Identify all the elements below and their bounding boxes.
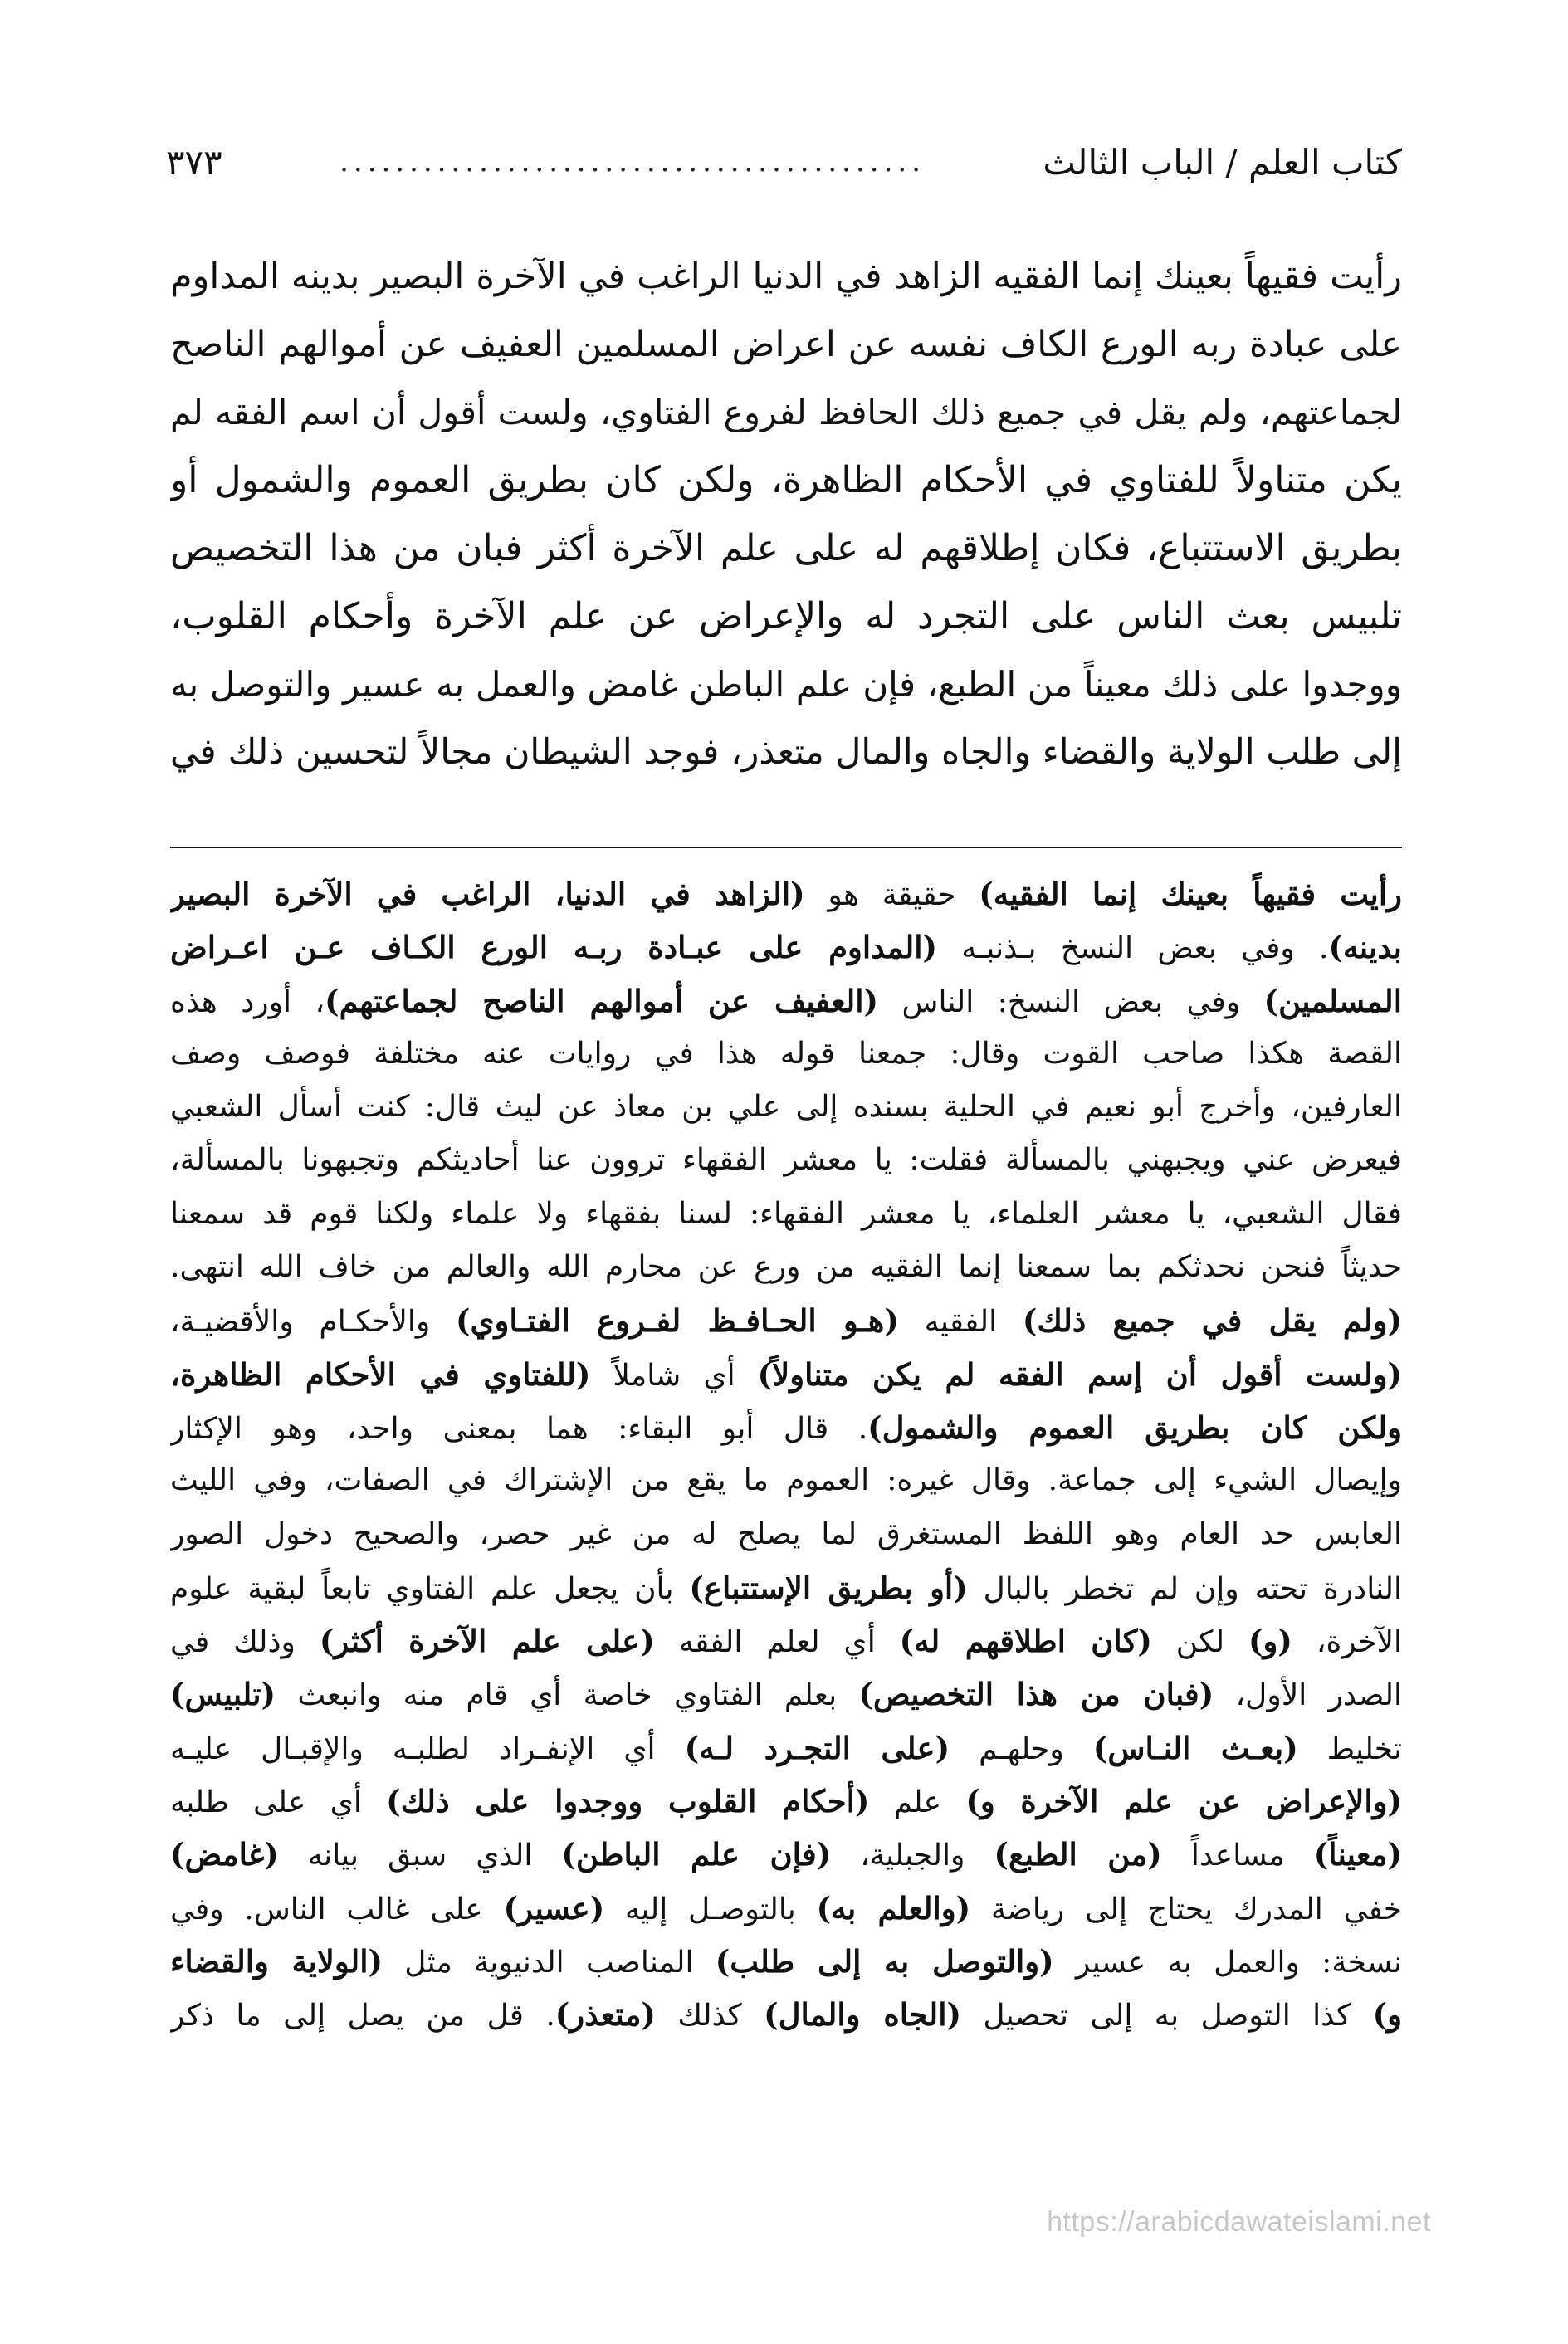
quoted-matn-text: (على علم الآخرة أكثر) [319,1623,655,1660]
commentary-line [170,1454,1402,1507]
page-number: ٣٧٣ [166,141,222,183]
quoted-matn-text: ولكن كان بطريق العموم والشمول) [867,1409,1402,1446]
commentary-line [170,1614,1402,1668]
commentary-line [170,1348,1402,1401]
commentary-text: كذلك [655,1999,764,2034]
quoted-matn-text: (للفتاوي في الأحكام الظاهرة، [170,1355,591,1393]
commentary-text: علم [869,1785,966,1820]
commentary-text: المناصب الدنيوية مثل [383,1945,716,1980]
main-text-line: بطريق الاستتباع، فكان إطلاقهم له على علم الآخرة أكثر فبان من هذا التخصيص [170,527,1402,569]
main-text-block [170,242,1402,787]
quoted-matn-text: (والتوصل به إلى طلب) [715,1942,1054,1980]
commentary-text: القصة هكذا صاحب القوت وقال: جمعنا قوله هذا في روايات عنه مختلفة فوصف وصف [170,1036,1402,1071]
commentary-text: على غالب الناس. وفي [170,1892,504,1926]
quoted-matn-text: (ولست أقول أن إسم الفقه لم يكن متناولاً) [757,1355,1402,1393]
commentary-text: تخليط [1297,1731,1402,1766]
commentary-text: أي لعلم الفقه [654,1625,900,1660]
header-leader-dots: .......................................... [339,145,926,178]
commentary-text: بأن يجعل علم الفتاوي تابعاً لبقية علوم [170,1571,690,1606]
commentary-line [170,1775,1402,1828]
footnote-divider [170,847,1402,848]
commentary-line [170,1134,1402,1187]
chapter-title: كتاب العلم / الباب الثالث [1043,141,1402,183]
commentary-line [170,1401,1402,1454]
quoted-matn-text: (بعـث النـاس) [1092,1729,1298,1766]
running-header [166,133,1402,191]
main-text-line: رأيت فقيهاً بعينك إنما الفقيه الزاهد في الدنيا الراغب في الآخرة البصير بدينه المداوم [170,256,1402,297]
commentary-text: وحلهـم [950,1731,1093,1766]
watermark-url: https://arabicdawateislami.net [1047,2206,1431,2238]
quoted-matn-text: و) [1372,1996,1402,2034]
commentary-text: لكن [1151,1625,1249,1660]
quoted-matn-text: المسلمين) [1263,982,1402,1019]
quoted-matn-text: (والعلم به) [816,1889,971,1926]
commentary-line [170,1561,1402,1614]
commentary-text: وفي بعض النسخ: الناس [878,984,1264,1019]
commentary-text: أي شاملاً [590,1358,758,1393]
commentary-line [170,1828,1402,1881]
commentary-line [170,974,1402,1028]
main-text-line: إلى طلب الولاية والقضاء والجاه والمال متعذر، فوجد الشيطان مجالاً لتحسين ذلك في [170,732,1402,773]
commentary-line [170,867,1402,921]
commentary-text: الذي سبق بيانه [278,1839,562,1873]
quoted-matn-text: (غامض) [170,1836,279,1873]
commentary-text: مساعداً [1161,1839,1314,1873]
quoted-matn-text: (تلبيس) [170,1676,276,1713]
main-text-line: على عبادة ربه الورع الكاف نفسه عن اعراض المسلمين العفيف عن أموالهم الناصح [170,324,1402,365]
commentary-text: . قال أبو البقاء: هما بمعنى واحد، وهو الإكثار [170,1411,868,1446]
commentary-line [170,1882,1402,1935]
quoted-matn-text: (ولم يقل في جميع ذلك) [1022,1302,1402,1340]
commentary-line [170,1241,1402,1294]
commentary-text: النادرة تحته وإن لم تخطر بالبال [967,1571,1402,1606]
commentary-line [170,1668,1402,1721]
commentary-text: حديثاً فنحن نحدثكم بما سمعنا إنما الفقيه من ورع عن محارم الله والعالم من خاف الله انتهى. [170,1250,1402,1285]
commentary-line [170,1508,1402,1561]
commentary-text: وذلك في [170,1625,320,1660]
quoted-matn-text: (و) [1248,1623,1292,1660]
quoted-matn-text: (أو بطريق الإستتباع) [689,1569,968,1606]
commentary-line [170,1028,1402,1081]
commentary-text: فقال الشعبي، يا معشر العلماء، يا معشر الفقهاء: لسنا بفقهاء ولا علماء ولكنا قوم قد سمعنا [170,1196,1402,1231]
commentary-line [170,1081,1402,1134]
commentary-text: . وفي بعض النسخ بـذنبـه [937,931,1329,966]
quoted-matn-text: (كان اطلاقهم له) [899,1623,1152,1660]
commentary-text: نسخة: والعمل به عسير [1053,1945,1402,1980]
commentary-text: بالتوصـل إليه [604,1892,817,1926]
quoted-matn-text: (والإعراض عن علم الآخرة و) [965,1783,1402,1820]
commentary-line [170,1188,1402,1241]
main-text-line: ووجدوا على ذلك معيناً من الطبع، فإن علم الباطن غامض والعمل به عسير والتوصل به [170,664,1402,705]
commentary-block [170,867,1402,2042]
main-text-line: يكن متناولاً للفتاوي في الأحكام الظاهرة، ولكن كان بطريق العموم والشمول أو [170,459,1402,501]
commentary-text: والأحكـام والأقضيـة، [170,1305,457,1340]
quoted-matn-text: (أحكام القلوب ووجدوا على ذلك) [386,1783,870,1820]
commentary-text: بعلم الفتاوي خاصة أي قام منه وانبعث [276,1678,859,1713]
commentary-line [170,1988,1402,2041]
quoted-matn-text: رأيت فقيهاً بعينك إنما الفقيه) [979,876,1402,912]
quoted-matn-text: (عسير) [503,1889,605,1926]
commentary-text: حقيقة هو [804,878,979,912]
quoted-matn-text: (معيناً) [1313,1836,1402,1873]
commentary-text: الفقيه [898,1305,1023,1340]
commentary-text: والجبلية، [831,1839,994,1873]
commentary-text: ، أورد هذه [170,984,325,1019]
commentary-text: الصدر الأول، [1214,1678,1402,1713]
commentary-text: العابس حد العام وهو اللفظ المستغرق لما يصلح له من غير حصر، والصحيح دخول الصور [170,1516,1402,1551]
quoted-matn-text: (الزاهد في الدنيا، الراغب في الآخرة البصير [170,876,805,912]
quoted-matn-text: (فبان من هذا التخصيص) [858,1676,1214,1713]
commentary-text: أي على طلبه [170,1785,387,1820]
commentary-text: العارفين، وأخرج أبو نعيم في الحلية بسنده إلى علي بن معاذ عن ليث قال: كنت أسأل الشعبي [170,1090,1402,1125]
commentary-text: وإيصال الشيء إلى جماعة. وقال غيره: العموم ما يقع من الإشتراك في الصفات، وفي الليث [170,1463,1402,1498]
commentary-text: فيعرض عني ويجبهني بالمسألة فقلت: يا معشر الفقهاء تروون عنا أحاديثكم وتجبهونا بالمسألة، [170,1143,1402,1178]
commentary-line [170,1294,1402,1347]
commentary-line [170,1935,1402,1988]
quoted-matn-text: (المداوم على عبـادة ربـه الورع الكـاف عـن اعـراض [170,929,938,966]
commentary-text: أي الإنفـراد لطلبـه والإقبـال عليـه [170,1731,685,1766]
quoted-matn-text: بدينه) [1328,929,1402,966]
commentary-text: . قل من يصل إلى ما ذكر [170,1999,555,2034]
quoted-matn-text: (متعذر) [554,1996,656,2034]
quoted-matn-text: (هـو الحـافـظ لفـروع الفتـاوي) [456,1302,899,1340]
quoted-matn-text: (على التجـرد لـه) [684,1729,950,1766]
main-text-line: تلبيس بعث الناس على التجرد له والإعراض عن علم الآخرة وأحكام القلوب، [170,595,1402,637]
commentary-line [170,921,1402,974]
main-text-line: لجماعتهم، ولم يقل في جميع ذلك الحافظ لفروع الفتاوي، ولست أقول أن اسم الفقه لم [170,393,1402,432]
quoted-matn-text: (الجاه والمال) [764,1996,961,2034]
commentary-text: الآخرة، [1292,1625,1402,1660]
quoted-matn-text: (العفيف عن أموالهم الناصح لجماعتهم) [325,982,879,1019]
commentary-text: كذا التوصل به إلى تحصيل [961,1999,1373,2034]
commentary-line [170,1721,1402,1775]
quoted-matn-text: (فإن علم الباطن) [561,1836,832,1873]
quoted-matn-text: (الولاية والقضاء [170,1942,383,1980]
quoted-matn-text: (من الطبع) [994,1836,1162,1873]
commentary-text: خفي المدرك يحتاج إلى رياضة [970,1892,1402,1926]
